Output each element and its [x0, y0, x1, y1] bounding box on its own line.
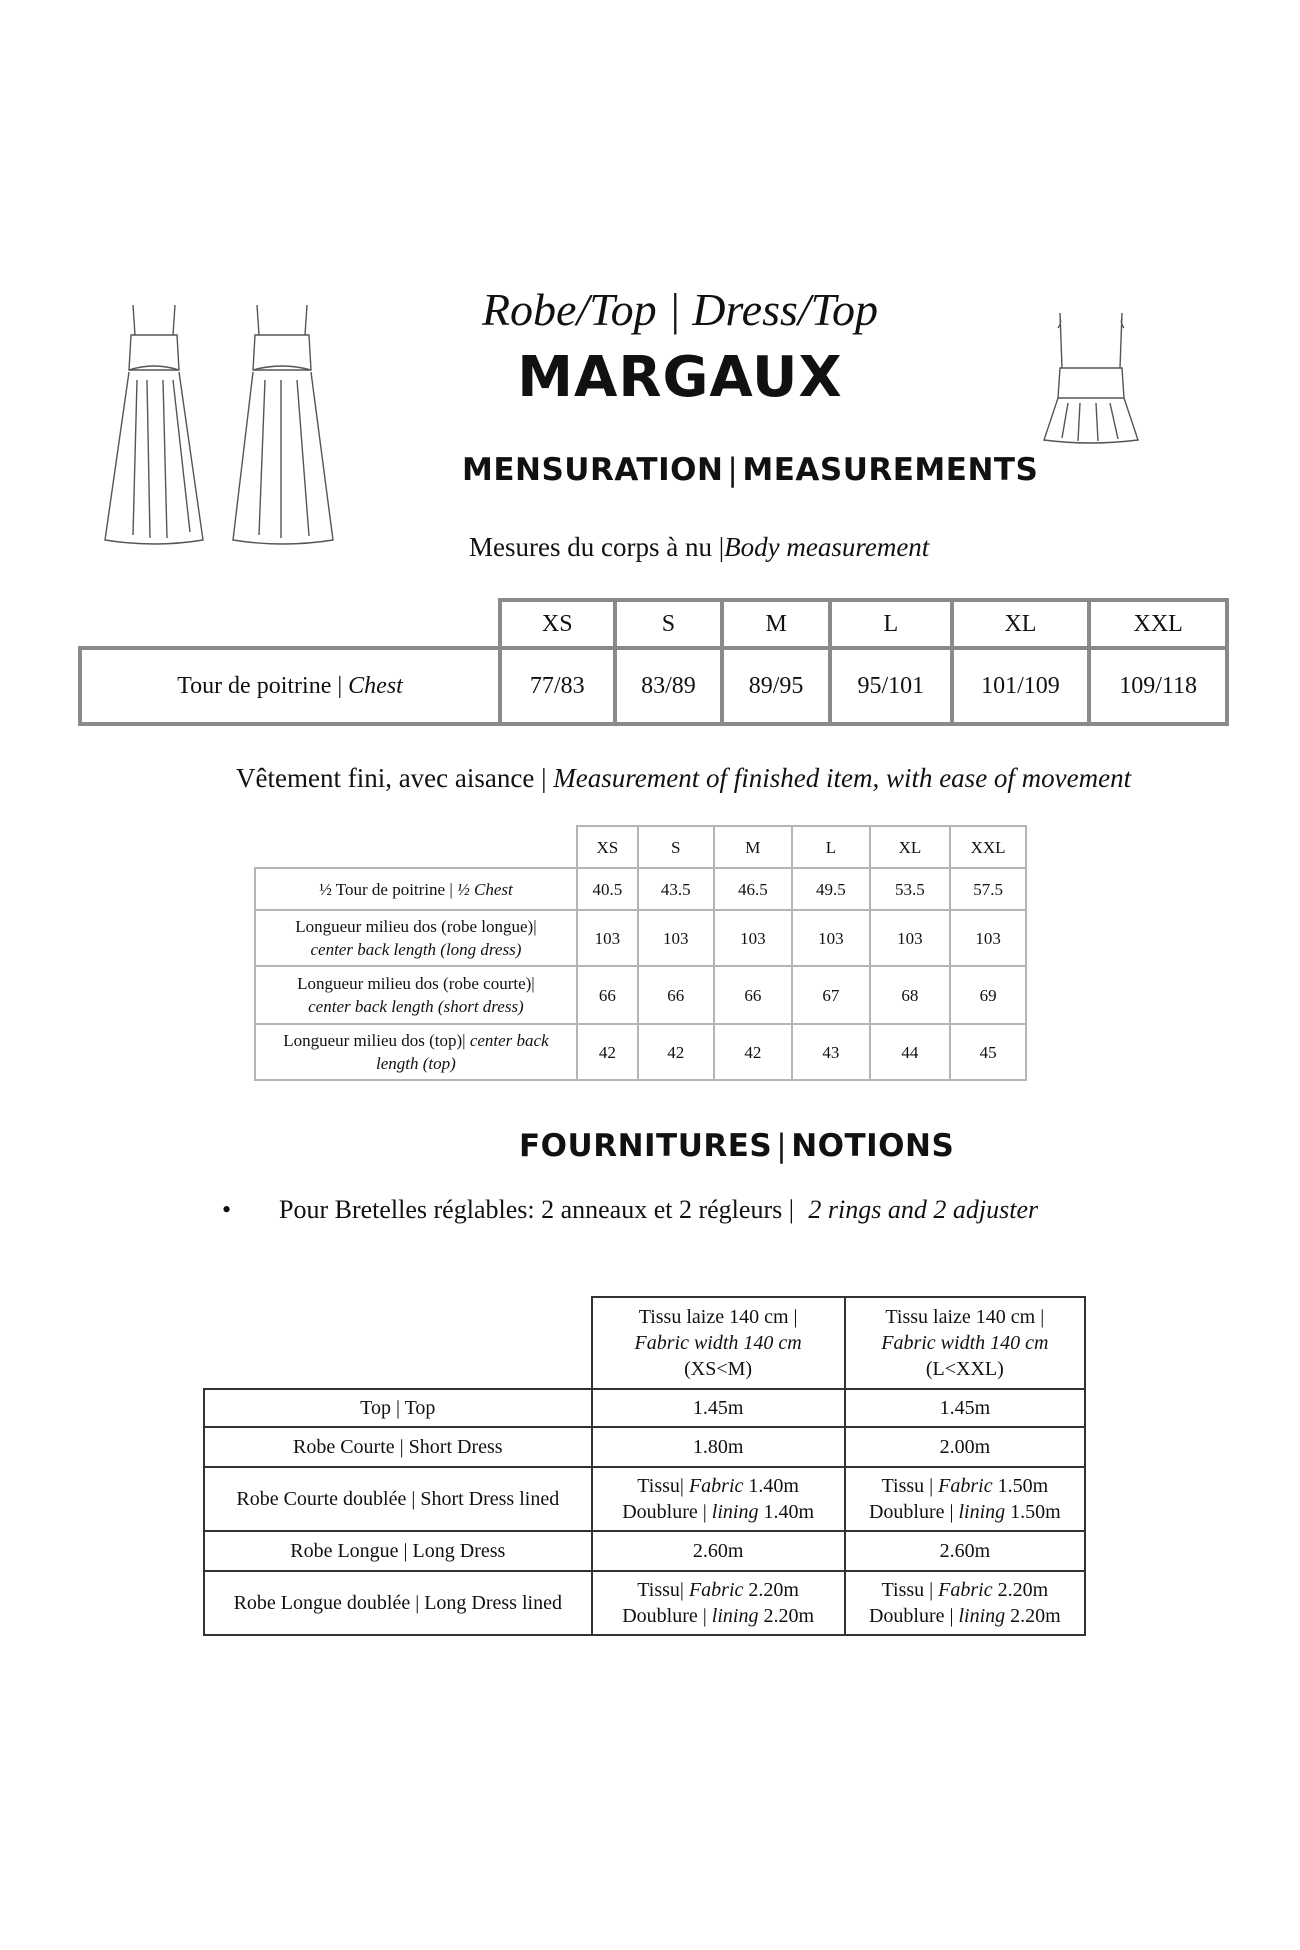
row-label [255, 868, 577, 910]
value-cell: 1.45m [845, 1389, 1085, 1427]
lining-value: 2.20m [1005, 1605, 1061, 1627]
row-label: Robe Courte | Short Dress [204, 1427, 592, 1467]
header-line: (XS<M) [684, 1358, 753, 1380]
row-label: Top | Top [204, 1389, 592, 1427]
lining-label: Doublure | [868, 1605, 959, 1627]
fabric-label: Tissu | [881, 1579, 939, 1601]
value-cell: 46.5 [714, 868, 793, 910]
body-measurement-table [78, 598, 1229, 726]
lining-label-en: lining [711, 1501, 759, 1523]
fabric-requirements-table [203, 1296, 1086, 1636]
fabric-value: 1.50m [992, 1475, 1049, 1497]
value-cell: 40.5 [577, 868, 638, 910]
fabric-label-en: Fabric [938, 1475, 993, 1497]
heading-separator: | [776, 1128, 788, 1164]
size-cell: XXL [1089, 600, 1227, 648]
value-cell: 45 [950, 1024, 1026, 1080]
size-cell: S [615, 600, 723, 648]
table-row [255, 966, 1026, 1024]
value-cell: 42 [714, 1024, 793, 1080]
table-row [204, 1427, 1085, 1467]
fabric-label: Tissu| [637, 1579, 689, 1601]
caption-fr: Mesures du corps à nu | [469, 532, 725, 562]
fabric-header-row [204, 1297, 1085, 1389]
size-cell: XXL [950, 826, 1026, 868]
caption-en: Body measurement [724, 532, 930, 562]
value-cell: 2.00m [845, 1427, 1085, 1467]
table-row [204, 1571, 1085, 1635]
value-cell [592, 1571, 845, 1635]
caption-en: Measurement of finished item, with ease of movement [553, 763, 1132, 793]
finished-measurement-table [254, 825, 1027, 1081]
lining-label-en: lining [711, 1605, 759, 1627]
value-cell: 1.80m [592, 1427, 845, 1467]
heading-en: MEASUREMENTS [742, 452, 1039, 488]
row-label: Robe Longue | Long Dress [204, 1531, 592, 1571]
label-en: center back length (top) [376, 1031, 549, 1073]
fabric-label-en: Fabric [688, 1579, 744, 1601]
row-label: Robe Courte doublée | Short Dress lined [204, 1467, 592, 1531]
heading-fr: MENSURATION [462, 452, 724, 488]
lining-label: Doublure | [868, 1501, 959, 1523]
notions-heading [519, 1128, 954, 1164]
value-cell: 103 [577, 910, 638, 966]
value-cell: 77/83 [500, 648, 615, 724]
empty-cell [80, 600, 500, 648]
size-cell: S [638, 826, 714, 868]
value-cell: 101/109 [952, 648, 1090, 724]
lining-label: Doublure | [622, 1501, 712, 1523]
fabric-column-header [845, 1297, 1085, 1389]
value-cell: 49.5 [792, 868, 870, 910]
label-fr: Tour de poitrine | [177, 672, 349, 699]
fabric-column-header [592, 1297, 845, 1389]
label-en: center back length (short dress) [308, 997, 524, 1016]
value-cell: 44 [870, 1024, 950, 1080]
value-cell: 53.5 [870, 868, 950, 910]
value-cell: 89/95 [722, 648, 830, 724]
table-row [204, 1389, 1085, 1427]
value-cell: 2.60m [592, 1531, 845, 1571]
value-cell: 83/89 [615, 648, 723, 724]
row-label [255, 966, 577, 1024]
label-fr: ½ Tour de poitrine | [319, 879, 457, 899]
size-cell: L [792, 826, 870, 868]
value-cell: 42 [577, 1024, 638, 1080]
label-en: ½ Chest [457, 879, 513, 899]
header-line: Tissu laize 140 cm | [638, 1306, 798, 1328]
lining-label: Doublure | [622, 1605, 712, 1627]
lining-label-en: lining [958, 1501, 1006, 1523]
lining-value: 2.20m [758, 1605, 815, 1627]
fabric-label: Tissu| [637, 1475, 689, 1497]
value-cell: 103 [638, 910, 714, 966]
value-cell: 43 [792, 1024, 870, 1080]
pattern-subtitle: Robe/Top | Dress/Top [481, 284, 879, 335]
row-label [80, 648, 500, 724]
long-dress-back-drawing [225, 300, 340, 545]
size-cell: XS [500, 600, 615, 648]
caption-fr: Vêtement fini, avec aisance | [236, 763, 554, 793]
size-header-row [255, 826, 1026, 868]
value-cell: 109/118 [1089, 648, 1227, 724]
value-cell: 68 [870, 966, 950, 1024]
size-cell: M [714, 826, 793, 868]
value-cell: 2.60m [845, 1531, 1085, 1571]
bullet-en: 2 rings and 2 adjuster [808, 1195, 1039, 1224]
fabric-label-en: Fabric [688, 1475, 744, 1497]
chest-row [80, 648, 1227, 724]
header-line: Tissu laize 140 cm | [885, 1306, 1045, 1328]
table-row [255, 910, 1026, 966]
fabric-value: 2.20m [743, 1579, 799, 1601]
measurements-heading [462, 452, 1038, 488]
heading-en: NOTIONS [791, 1128, 955, 1164]
value-cell: 67 [792, 966, 870, 1024]
notions-list-item [222, 1195, 1038, 1225]
value-cell: 57.5 [950, 868, 1026, 910]
table-row [204, 1531, 1085, 1571]
value-cell: 69 [950, 966, 1026, 1024]
header-line: Fabric width 140 cm [881, 1332, 1049, 1354]
empty-cell [204, 1297, 592, 1389]
row-label: Robe Longue doublée | Long Dress lined [204, 1571, 592, 1635]
lining-value: 1.50m [1005, 1501, 1061, 1523]
label-fr: Longueur milieu dos (robe longue)| [295, 917, 537, 936]
table-row [255, 868, 1026, 910]
size-cell: XS [577, 826, 638, 868]
bullet-fr: Pour Bretelles réglables: 2 anneaux et 2 régleurs | [279, 1195, 801, 1224]
lining-value: 1.40m [758, 1501, 815, 1523]
size-cell: L [830, 600, 952, 648]
value-cell: 95/101 [830, 648, 952, 724]
label-en: Chest [348, 672, 403, 699]
header-line: Fabric width 140 cm [634, 1332, 802, 1354]
value-cell: 66 [638, 966, 714, 1024]
size-header-row [80, 600, 1227, 648]
heading-separator: | [727, 452, 739, 488]
value-cell: 103 [714, 910, 793, 966]
table-row [255, 1024, 1026, 1080]
value-cell: 103 [792, 910, 870, 966]
value-cell: 1.45m [592, 1389, 845, 1427]
finished-measurement-caption [236, 763, 1131, 794]
label-fr: Longueur milieu dos (robe courte)| [297, 974, 535, 993]
label-en: center back length (long dress) [310, 940, 522, 959]
value-cell: 103 [870, 910, 950, 966]
fabric-label-en: Fabric [938, 1579, 993, 1601]
header-line: (L<XXL) [925, 1358, 1004, 1380]
row-label [255, 910, 577, 966]
size-cell: XL [952, 600, 1090, 648]
value-cell: 43.5 [638, 868, 714, 910]
value-cell: 66 [714, 966, 793, 1024]
long-dress-front-drawing [95, 300, 210, 545]
size-cell: M [722, 600, 830, 648]
value-cell: 103 [950, 910, 1026, 966]
empty-cell [255, 826, 577, 868]
row-label [255, 1024, 577, 1080]
fabric-value: 1.40m [743, 1475, 799, 1497]
bullet-marker: • [222, 1195, 232, 1224]
table-row [204, 1467, 1085, 1531]
fabric-value: 2.20m [992, 1579, 1049, 1601]
pattern-title: MARGAUX [517, 345, 843, 410]
fabric-label: Tissu | [881, 1475, 939, 1497]
value-cell: 66 [577, 966, 638, 1024]
body-measurement-caption [469, 532, 929, 563]
value-cell: 42 [638, 1024, 714, 1080]
lining-label-en: lining [958, 1605, 1006, 1627]
value-cell [845, 1571, 1085, 1635]
label-fr: Longueur milieu dos (top)| [283, 1031, 470, 1050]
value-cell [592, 1467, 845, 1531]
value-cell [845, 1467, 1085, 1531]
size-cell: XL [870, 826, 950, 868]
heading-fr: FOURNITURES [519, 1128, 773, 1164]
